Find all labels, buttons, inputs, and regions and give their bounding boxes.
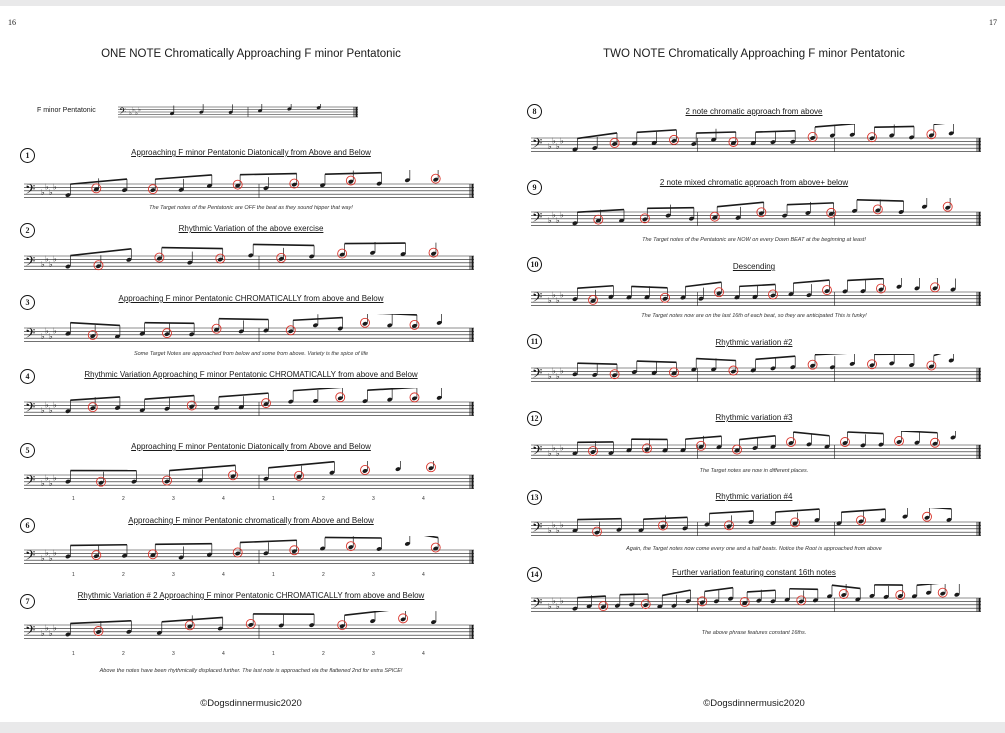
exercise-title: 2 note chromatic approach from above: [685, 107, 823, 116]
exercise-caption: Some Target Notes are approached from below and some from above. Variety is the spice of life: [133, 351, 369, 357]
music-staff: [24, 611, 474, 645]
exercise-title: Descending: [732, 262, 776, 271]
beat-number: 3: [372, 496, 375, 502]
exercise-title: 2 note mixed chromatic approach from above+ below: [659, 178, 849, 187]
page-title: ONE NOTE Chromatically Approaching F minor Pentatonic: [101, 48, 401, 60]
svg-text:♭: ♭: [552, 596, 556, 606]
bass-clef-icon: 𝄢: [532, 365, 543, 385]
svg-text:♭: ♭: [556, 371, 560, 381]
svg-text:♭: ♭: [45, 326, 49, 336]
music-staff: [24, 461, 474, 495]
exercise-title: Rhythmic variation #3: [715, 413, 793, 422]
beat-number: 4: [222, 651, 225, 657]
bass-clef-icon: 𝄢: [25, 253, 36, 273]
bass-clef-icon: 𝄢: [25, 325, 36, 345]
svg-text:♭: ♭: [548, 371, 552, 381]
bass-clef-icon: 𝄢: [25, 622, 36, 642]
svg-text:♭: ♭: [49, 628, 53, 638]
music-staff: [24, 242, 474, 276]
beat-number: 1: [272, 651, 275, 657]
bass-clef-icon: 𝄢: [532, 519, 543, 539]
copyright-footer: ©Dogsdinnermusic2020: [200, 698, 302, 709]
beat-numbers: [24, 496, 474, 504]
svg-text:♭: ♭: [548, 525, 552, 535]
svg-text:♭: ♭: [548, 295, 552, 305]
exercise-number: 14: [527, 567, 542, 582]
exercise-caption: The above phrase features constant 16ths.: [701, 630, 807, 636]
svg-text:♭: ♭: [548, 448, 552, 458]
svg-text:♭: ♭: [552, 366, 556, 376]
beat-number: 2: [322, 496, 325, 502]
bass-clef-icon: 𝄢: [25, 547, 36, 567]
svg-text:♭: ♭: [556, 215, 560, 225]
bass-clef-icon: 𝄢: [532, 442, 543, 462]
svg-text:♭: ♭: [560, 443, 564, 453]
svg-text:♭: ♭: [548, 601, 552, 611]
music-staff: [531, 584, 981, 618]
svg-text:♭: ♭: [548, 141, 552, 151]
beat-number: 4: [422, 651, 425, 657]
exercise-caption: Above the notes have been rhythmically displaced further. The last note is approached via the flattened 2nd for extra SPICE!: [99, 668, 403, 674]
music-book-spread: [0, 6, 1005, 722]
beat-numbers: [24, 651, 474, 659]
bass-clef-icon: 𝄢: [532, 289, 543, 309]
left-page: [0, 6, 502, 722]
svg-text:♭: ♭: [556, 141, 560, 151]
music-staff: [531, 124, 981, 158]
beat-number: 3: [372, 572, 375, 578]
beat-number: 1: [72, 572, 75, 578]
bass-clef-icon: 𝄢: [532, 209, 543, 229]
svg-text:♭: ♭: [556, 525, 560, 535]
exercise-title: Approaching F minor Pentatonic CHROMATICALLY from above and Below: [118, 294, 384, 303]
exercise-title: Rhythmic variation #4: [715, 492, 793, 501]
svg-text:♭: ♭: [560, 210, 564, 220]
exercise-title: Approaching F minor Pentatonic Diatonically from Above and Below: [131, 148, 371, 157]
svg-text:♭: ♭: [135, 110, 138, 117]
music-staff: [24, 388, 474, 422]
beat-number: 1: [72, 651, 75, 657]
svg-text:♭: ♭: [49, 405, 53, 415]
svg-text:♭: ♭: [45, 254, 49, 264]
svg-text:♭: ♭: [45, 548, 49, 558]
svg-text:♭: ♭: [560, 596, 564, 606]
svg-text:♭: ♭: [53, 182, 57, 192]
exercise-title: Approaching F minor Pentatonic Diatonically from Above and Below: [131, 442, 371, 451]
music-staff: [531, 508, 981, 542]
beat-number: 3: [372, 651, 375, 657]
exercise-number: 12: [527, 411, 542, 426]
exercise-number: 8: [527, 104, 542, 119]
bass-clef-icon: 𝄢: [532, 135, 543, 155]
music-staff: [531, 278, 981, 312]
exercise-number: 7: [20, 594, 35, 609]
svg-text:♭: ♭: [41, 628, 45, 638]
pentatonic-staff: [118, 104, 358, 120]
bass-clef-icon: 𝄢: [25, 399, 36, 419]
svg-text:♭: ♭: [556, 448, 560, 458]
svg-text:♭: ♭: [41, 331, 45, 341]
beat-number: 4: [422, 572, 425, 578]
exercise-number: 3: [20, 295, 35, 310]
svg-text:♭: ♭: [41, 405, 45, 415]
svg-text:♭: ♭: [45, 623, 49, 633]
exercise-caption: The Target notes of the Pentatonic are OFF the beat as they sound hipper that way!: [149, 205, 353, 211]
exercise-title: Rhythmic Variation Approaching F minor Pentatonic CHROMATICALLY from above and Below: [84, 370, 418, 379]
svg-text:♭: ♭: [552, 443, 556, 453]
music-staff: [531, 354, 981, 388]
svg-text:♭: ♭: [53, 254, 57, 264]
svg-text:♭: ♭: [49, 187, 53, 197]
svg-text:♭: ♭: [41, 259, 45, 269]
svg-text:♭: ♭: [552, 136, 556, 146]
svg-text:♭: ♭: [552, 210, 556, 220]
music-staff: [24, 536, 474, 570]
page-number: 17: [989, 18, 997, 27]
exercise-caption: The Target notes of the Pentatonic are NOW on every Down BEAT at the beginning at least!: [642, 237, 866, 243]
exercise-title: Rhythmic Variation # 2 Approaching F minor Pentatonic CHROMATICALLY from above and Below: [77, 591, 425, 600]
svg-text:♭: ♭: [53, 326, 57, 336]
page-number: 16: [8, 18, 16, 27]
exercise-number: 6: [20, 518, 35, 533]
beat-number: 4: [222, 496, 225, 502]
bass-clef-icon: 𝄢: [25, 472, 36, 492]
exercise-number: 5: [20, 443, 35, 458]
svg-text:♭: ♭: [132, 106, 135, 114]
exercise-number: 10: [527, 257, 542, 272]
beat-number: 3: [172, 572, 175, 578]
music-staff: [24, 170, 474, 204]
beat-number: 2: [122, 496, 125, 502]
svg-text:♭: ♭: [53, 473, 57, 483]
bass-clef-icon: 𝄢: [532, 595, 543, 615]
exercise-title: Rhythmic Variation of the above exercise: [178, 224, 324, 233]
svg-text:♭: ♭: [552, 290, 556, 300]
exercise-caption: The Target notes now are on the last 16th of each beat, so they are anticipated This is funky!: [641, 313, 867, 319]
svg-text:♭: ♭: [49, 259, 53, 269]
exercise-caption: The Target notes are now in different places.: [699, 468, 809, 474]
exercise-title: Rhythmic variation #2: [715, 338, 793, 347]
music-staff: [24, 314, 474, 348]
svg-text:♭: ♭: [49, 553, 53, 563]
svg-text:♭: ♭: [552, 520, 556, 530]
bass-clef-icon: 𝄢: [25, 181, 36, 201]
svg-text:♭: ♭: [548, 215, 552, 225]
svg-text:♭: ♭: [560, 366, 564, 376]
exercise-title: Further variation featuring constant 16th notes: [672, 568, 836, 577]
svg-text:♭: ♭: [560, 520, 564, 530]
svg-text:♭: ♭: [41, 553, 45, 563]
exercise-caption: Again, the Target notes now come every one and a half beats. Notice the Root is approached from above: [626, 546, 882, 552]
beat-number: 2: [122, 651, 125, 657]
beat-number: 1: [272, 496, 275, 502]
music-staff: [531, 431, 981, 465]
copyright-footer: ©Dogsdinnermusic2020: [703, 698, 805, 709]
exercise-number: 9: [527, 180, 542, 195]
beat-number: 2: [322, 572, 325, 578]
pentatonic-label: F minor Pentatonic: [37, 107, 96, 114]
svg-text:♭: ♭: [41, 187, 45, 197]
beat-numbers: [24, 572, 474, 580]
exercise-number: 4: [20, 369, 35, 384]
svg-text:♭: ♭: [45, 182, 49, 192]
svg-text:♭: ♭: [49, 478, 53, 488]
svg-text:♭: ♭: [138, 106, 141, 114]
svg-text:♭: ♭: [560, 136, 564, 146]
svg-text:♭: ♭: [560, 290, 564, 300]
svg-text:♭: ♭: [45, 473, 49, 483]
exercise-number: 1: [20, 148, 35, 163]
exercise-number: 11: [527, 334, 542, 349]
beat-number: 2: [322, 651, 325, 657]
exercise-number: 13: [527, 490, 542, 505]
beat-number: 4: [422, 496, 425, 502]
exercise-number: 2: [20, 223, 35, 238]
page-title: TWO NOTE Chromatically Approaching F minor Pentatonic: [603, 48, 905, 60]
beat-number: 2: [122, 572, 125, 578]
beat-number: 1: [272, 572, 275, 578]
music-staff: [531, 198, 981, 232]
beat-number: 4: [222, 572, 225, 578]
beat-number: 1: [72, 496, 75, 502]
beat-number: 3: [172, 496, 175, 502]
svg-text:♭: ♭: [556, 601, 560, 611]
svg-text:♭: ♭: [49, 331, 53, 341]
svg-text:♭: ♭: [556, 295, 560, 305]
right-page: [503, 6, 1005, 722]
svg-text:♭: ♭: [129, 110, 132, 117]
svg-text:♭: ♭: [45, 400, 49, 410]
svg-text:♭: ♭: [53, 548, 57, 558]
svg-text:♭: ♭: [41, 478, 45, 488]
svg-text:♭: ♭: [53, 623, 57, 633]
exercise-title: Approaching F minor Pentatonic chromatically from Above and Below: [128, 516, 374, 525]
bass-clef-icon: 𝄢: [119, 106, 127, 119]
svg-text:♭: ♭: [53, 400, 57, 410]
beat-number: 3: [172, 651, 175, 657]
